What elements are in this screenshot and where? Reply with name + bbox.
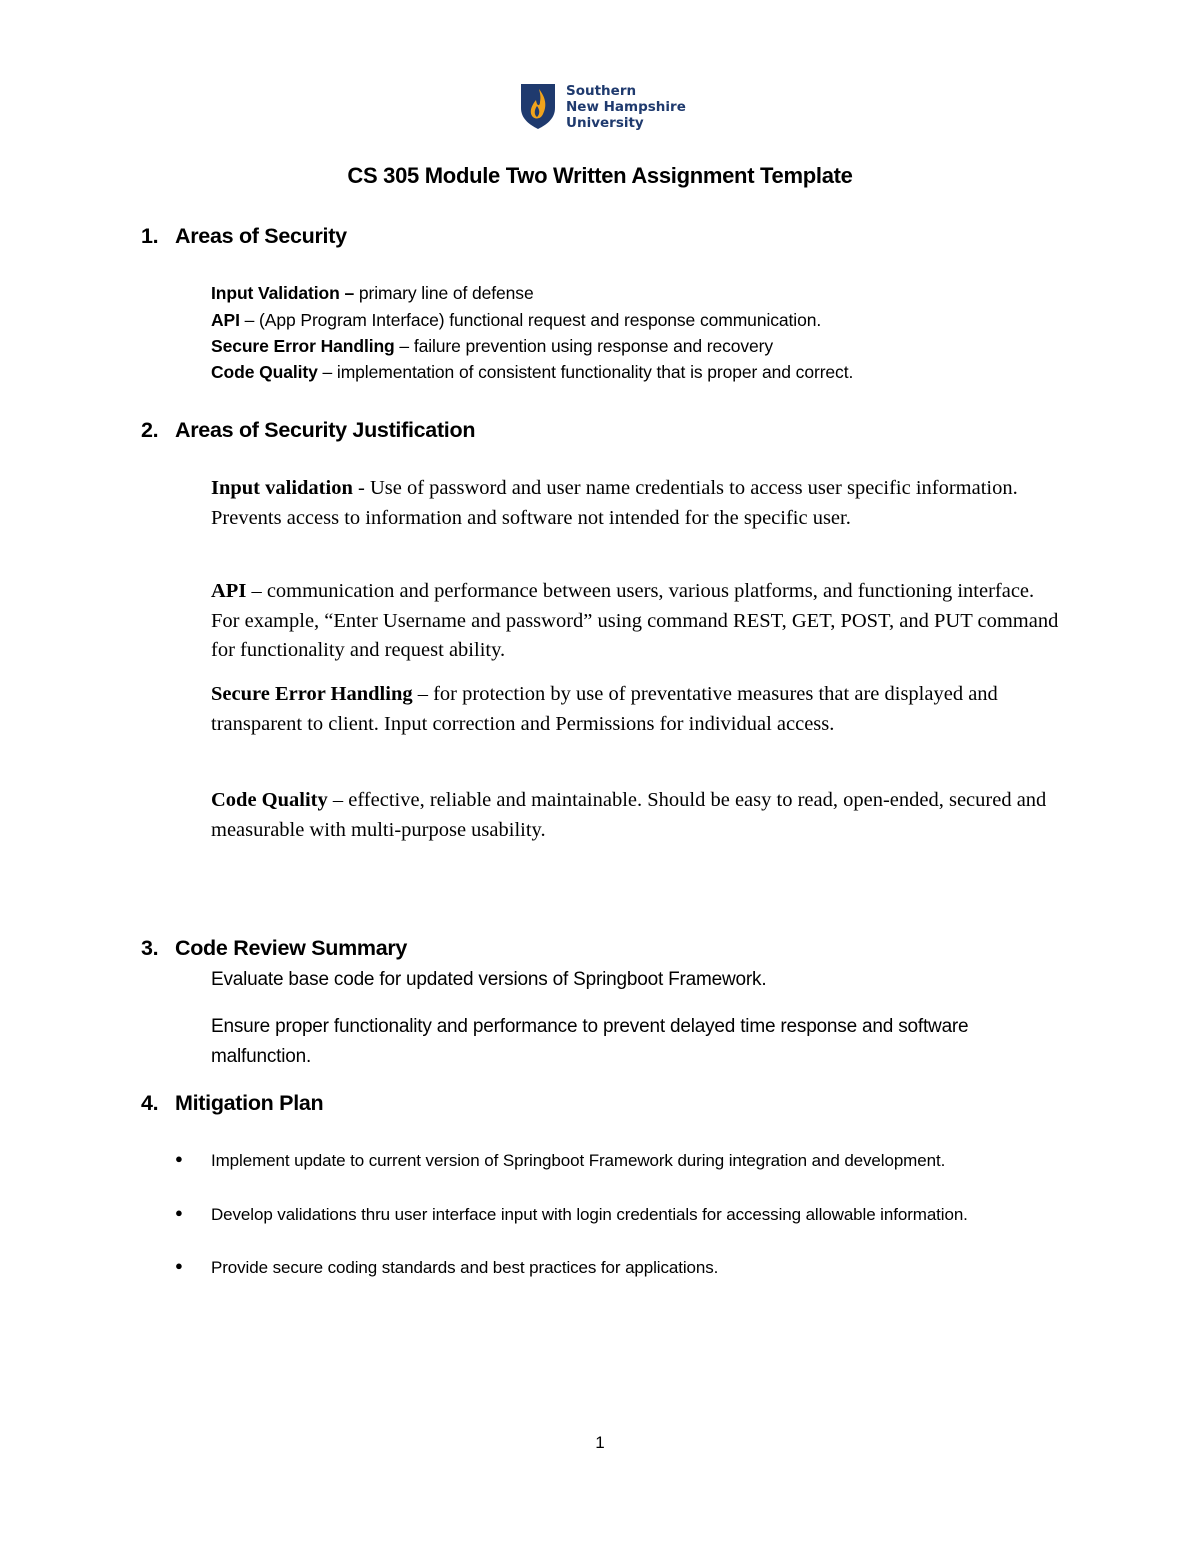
university-logo bbox=[519, 82, 689, 134]
section-1-heading bbox=[141, 224, 347, 249]
item-separator: – bbox=[317, 362, 337, 382]
bullet-icon: ● bbox=[175, 1258, 183, 1273]
security-area-item bbox=[211, 283, 534, 304]
paragraph-text: for protection by use of preventative measures that are displayed and transparent to client. Input correction and Permissions for individual access. bbox=[211, 683, 998, 735]
paragraph-term: API bbox=[211, 580, 247, 602]
paragraph-separator: – bbox=[327, 789, 349, 811]
section-number: 1. bbox=[141, 224, 159, 248]
item-term: Secure Error Handling bbox=[211, 336, 395, 356]
logo-wordmark bbox=[566, 83, 686, 131]
summary-paragraph: Evaluate base code for updated versions of Springboot Framework. bbox=[211, 969, 767, 990]
section-title: Mitigation Plan bbox=[175, 1091, 324, 1115]
paragraph-term: Code Quality bbox=[211, 789, 328, 811]
section-number: 3. bbox=[141, 936, 159, 960]
mitigation-bullet: Provide secure coding standards and best practices for applications. bbox=[211, 1258, 719, 1277]
item-text: implementation of consistent functionality that is proper and correct. bbox=[336, 362, 854, 382]
item-term: Code Quality bbox=[211, 362, 318, 382]
justification-paragraph bbox=[211, 786, 1061, 845]
justification-paragraph bbox=[211, 577, 1061, 666]
section-title: Code Review Summary bbox=[175, 936, 408, 960]
section-4-heading bbox=[141, 1091, 323, 1116]
item-text: (App Program Interface) functional request and response communication. bbox=[259, 310, 822, 330]
security-area-item bbox=[211, 336, 773, 357]
shield-flame-icon bbox=[519, 82, 557, 130]
logo-line-1: Southern bbox=[566, 83, 637, 99]
section-title: Areas of Security Justification bbox=[175, 418, 476, 442]
document-title: CS 305 Module Two Written Assignment Template bbox=[347, 163, 853, 188]
item-separator: – bbox=[239, 310, 260, 330]
justification-paragraph bbox=[211, 680, 1061, 739]
paragraph-separator: - bbox=[352, 477, 370, 499]
bullet-icon: ● bbox=[175, 1205, 183, 1220]
security-area-item bbox=[211, 310, 821, 331]
section-number: 4. bbox=[141, 1091, 159, 1115]
item-term: API bbox=[211, 310, 240, 330]
section-2-heading bbox=[141, 418, 475, 443]
mitigation-bullet: Develop validations thru user interface input with login credentials for accessing allowable information. bbox=[211, 1205, 968, 1224]
security-area-item bbox=[211, 362, 853, 383]
logo-line-3: University bbox=[566, 115, 644, 131]
item-separator: – bbox=[339, 283, 359, 303]
paragraph-text: communication and performance between users, various platforms, and functioning interface. For example, “Enter Username and password” using command REST, GET, POST, and PUT command for functionality and request ability. bbox=[211, 580, 1059, 661]
item-separator: – bbox=[394, 336, 414, 356]
section-3-heading bbox=[141, 936, 407, 961]
item-text: failure prevention using response and recovery bbox=[413, 336, 774, 356]
item-term: Input Validation bbox=[211, 283, 340, 303]
paragraph-text: effective, reliable and maintainable. Should be easy to read, open-ended, secured and measurable with multi-purpose usability. bbox=[211, 789, 1047, 841]
item-text: primary line of defense bbox=[358, 283, 534, 303]
logo-line-2: New Hampshire bbox=[566, 99, 686, 115]
summary-paragraph: Ensure proper functionality and performance to prevent delayed time response and software malfunction. bbox=[211, 1016, 969, 1067]
paragraph-separator: – bbox=[246, 580, 267, 602]
section-title: Areas of Security bbox=[175, 224, 347, 248]
mitigation-bullet: Implement update to current version of Springboot Framework during integration and development. bbox=[211, 1151, 946, 1170]
paragraph-text: Use of password and user name credentials to access user specific information. Prevents access to information and software not intended for the specific user. bbox=[211, 477, 1018, 529]
paragraph-term: Secure Error Handling bbox=[211, 683, 413, 705]
page-number: 1 bbox=[595, 1433, 605, 1452]
paragraph-term: Input validation bbox=[211, 477, 353, 499]
justification-paragraph bbox=[211, 474, 1061, 533]
bullet-icon: ● bbox=[175, 1151, 183, 1166]
section-number: 2. bbox=[141, 418, 159, 442]
paragraph-separator: – bbox=[412, 683, 434, 705]
